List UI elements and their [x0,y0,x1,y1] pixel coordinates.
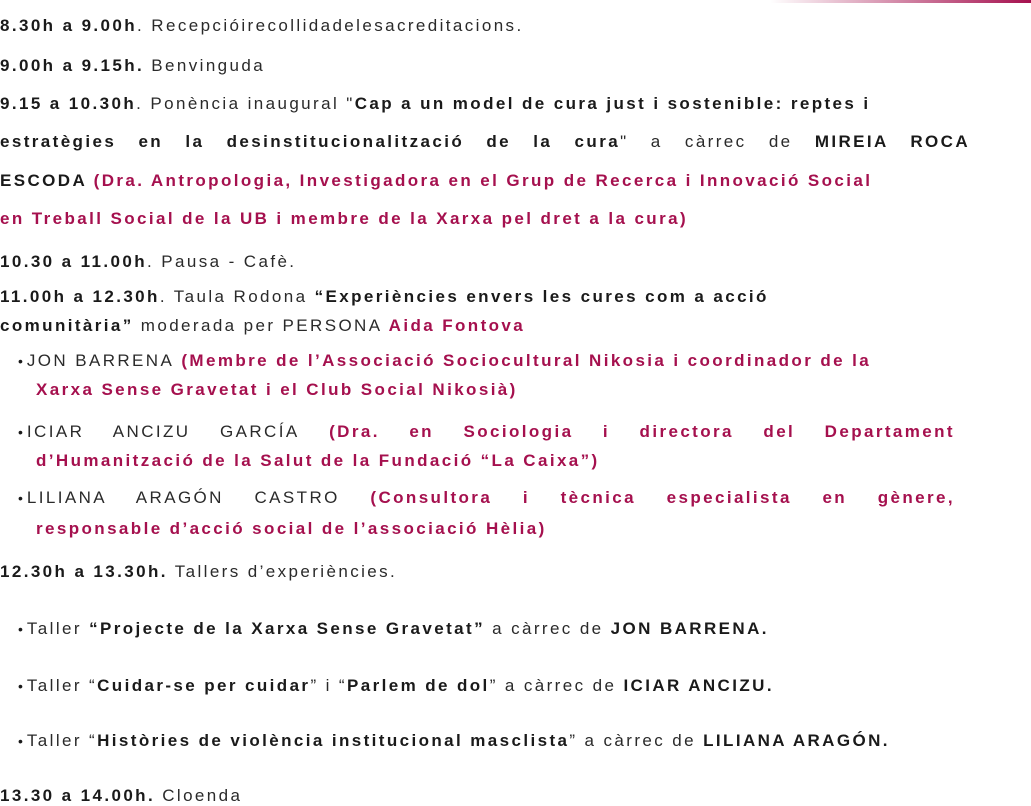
time-label: 13.30 a 14.00h. [0,786,156,805]
panelist-item [18,351,955,371]
workshop-title: “Projecte de la Xarxa Sense Gravetat” [89,619,485,638]
agenda-item-workshops [0,562,1000,582]
workshop-item [18,676,955,696]
panelist-name: JON BARRENA [26,351,175,370]
time-label: 9.00h a 9.15h. [0,56,145,75]
item-text: . Pausa - Cafè. [147,252,297,271]
item-text: Recepcióirecollidadelesacreditacions. [144,16,524,35]
panelist-role-line [36,519,955,539]
keynote-line-2 [0,132,970,152]
keynote-title-cont: estratègies en la desinstitucionalització de la cura [0,132,621,151]
time-label: 12.30h a 13.30h. [0,562,168,581]
item-text: Benvinguda [144,56,266,75]
workshop-by: a càrrec de [484,619,611,638]
workshop-leader: ICIAR ANCIZU. [623,676,774,695]
item-intro: . Taula Rodona [159,287,315,306]
bullet-icon: • [18,678,23,694]
panelist-item [18,422,955,442]
bullet-icon: • [18,621,23,637]
panelist-name: LILIANA ARAGÓN CASTRO [26,488,340,507]
time-label: 11.00h a 12.30h [0,287,160,306]
panelist-role-line [36,380,955,400]
panelist-role-cont: responsable d’acció social de l’associació Hèlia) [36,519,547,538]
round-table-title-cont: comunitària” [0,316,134,335]
keynote-speaker-cont: ESCODA [0,171,87,190]
keynote-speaker-role-cont: en Treball Social de la UB i membre de la Xarxa pel dret a la cura) [0,209,689,228]
workshop-prefix: Taller “ [26,676,98,695]
workshop-item [18,731,955,751]
agenda-item-break [0,252,1000,272]
workshop-item [18,619,955,639]
item-intro: . Ponència inaugural " [136,94,355,113]
keynote-speaker: MIREIA ROCA [814,132,971,151]
separator: . [137,16,145,35]
moderator-name: Aida Fontova [388,316,526,335]
item-text: Tallers d’experiències. [167,562,398,581]
workshop-prefix: Taller [26,619,90,638]
panelist-role-cont: d’Humanització de la Salut de la Fundació “La Caixa”) [36,451,600,470]
workshop-joiner: ” i “ [310,676,347,695]
bullet-icon: • [18,733,23,749]
bullet-icon: • [18,353,23,369]
workshop-by: ” a càrrec de [489,676,624,695]
panelist-name: ICIAR ANCIZU GARCÍA [26,422,300,441]
round-table-title: “Experiències envers les cures com a acció [314,287,769,306]
keynote-speaker-role: (Dra. Antropologia, Investigadora en el Grup de Recerca i Innovació Social [86,171,873,190]
moderated-by: moderada per PERSONA [133,316,389,335]
bullet-icon: • [18,490,23,506]
workshop-leader: JON BARRENA. [610,619,769,638]
agenda-item-closing [0,786,1000,806]
panelist-role: (Consultora i tècnica especialista en gènere, [339,488,956,507]
panelist-role-cont: Xarxa Sense Gravetat i el Club Social Nikosià) [36,380,518,399]
workshop-leader: LILIANA ARAGÓN. [703,731,890,750]
agenda-item-welcome [0,56,1000,76]
keynote-by: " a càrrec de [620,132,815,151]
agenda-item-keynote [0,94,1000,114]
workshop-title-2: Parlem de dol [347,676,490,695]
keynote-title: Cap a un model de cura just i sostenible: reptes i [354,94,871,113]
keynote-line-3 [0,171,1000,191]
workshop-by: ” a càrrec de [569,731,704,750]
time-label: 10.30 a 11.00h [0,252,148,271]
panelist-item [18,488,955,508]
workshop-title: Històries de violència institucional masclista [97,731,570,750]
item-text: Cloenda [155,786,243,805]
panelist-role: (Dra. en Sociologia i directora del Departament [299,422,955,441]
workshop-prefix: Taller “ [26,731,98,750]
time-label: 8.30h a 9.00h [0,16,138,35]
workshop-title: Cuidar-se per cuidar [97,676,311,695]
top-accent-line [770,0,1031,3]
panelist-role-line [36,451,955,471]
time-label: 9.15 a 10.30h [0,94,137,113]
agenda-item-round-table [0,287,1000,307]
agenda-item-reception [0,16,1000,36]
bullet-icon: • [18,424,23,440]
round-table-line-2 [0,316,1000,336]
panelist-role: (Membre de l’Associació Sociocultural Nikosia i coordinador de la [174,351,872,370]
keynote-line-4 [0,209,1000,229]
